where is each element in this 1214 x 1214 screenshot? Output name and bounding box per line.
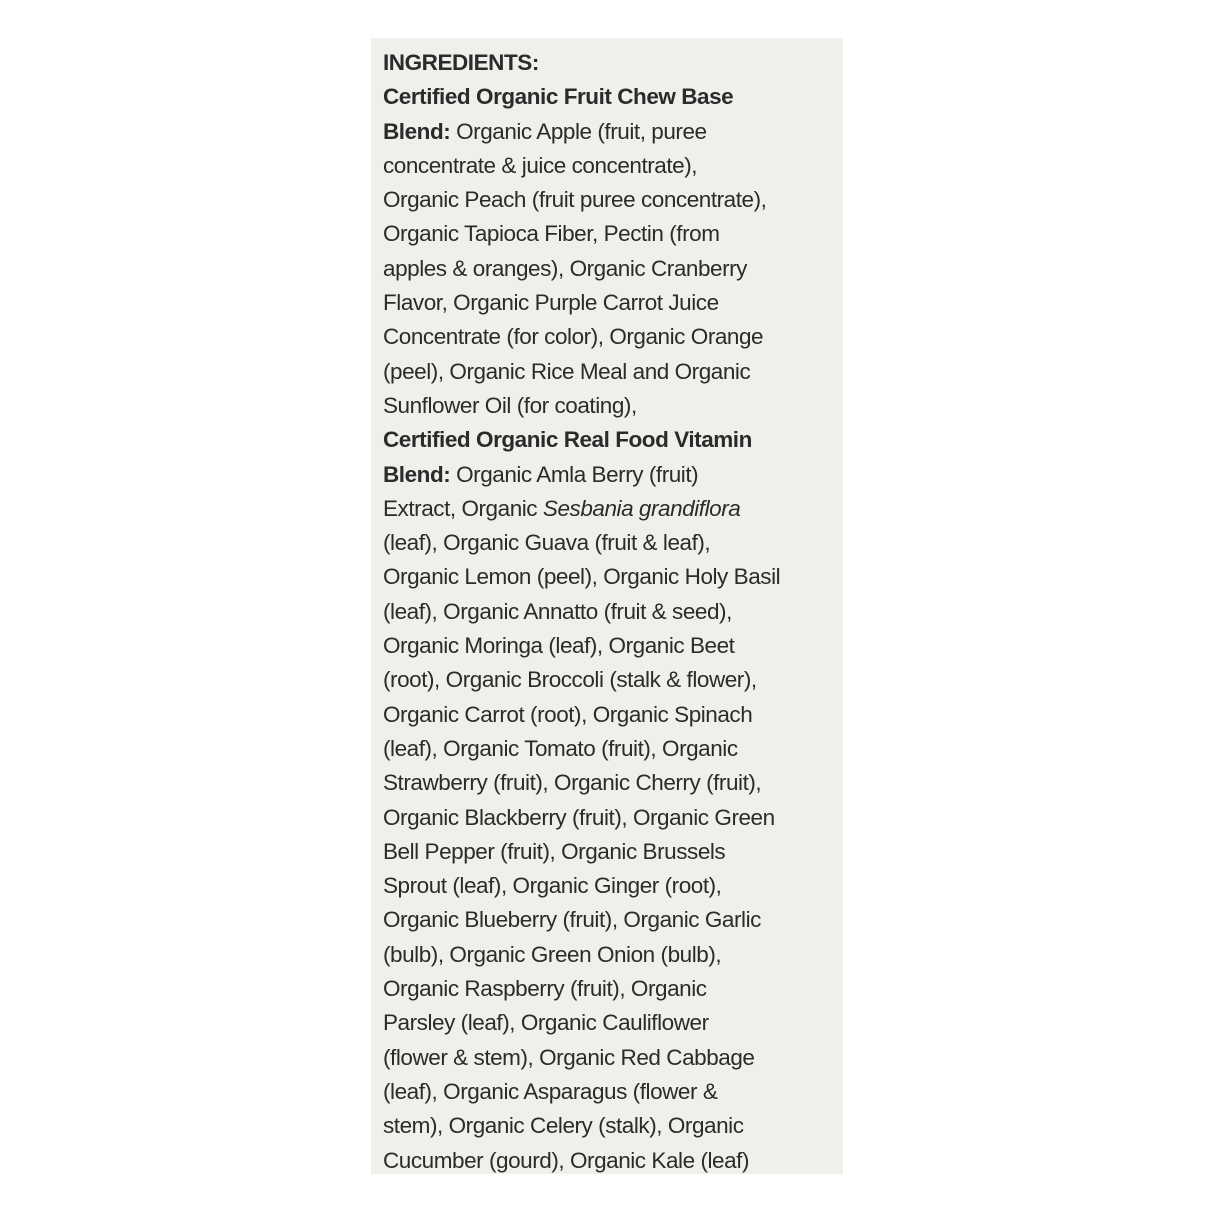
ingredients-text: Extract, Organic bbox=[383, 495, 543, 521]
ingredients-line: Bell Pepper (fruit), Organic Brussels bbox=[383, 838, 726, 864]
ingredients-line: Concentrate (for color), Organic Orange bbox=[383, 324, 764, 350]
ingredients-line: (leaf), Organic Asparagus (flower & bbox=[383, 1078, 718, 1104]
blend-label: Blend: bbox=[383, 461, 451, 487]
ingredients-line: (root), Organic Broccoli (stalk & flower), bbox=[383, 667, 757, 693]
ingredients-text: Organic Apple (fruit, puree bbox=[450, 118, 707, 144]
ingredients-line: Organic Blackberry (fruit), Organic Green bbox=[383, 804, 775, 830]
ingredients-line: (bulb), Organic Green Onion (bulb), bbox=[383, 941, 722, 967]
ingredients-line: Cucumber (gourd), Organic Kale (leaf) bbox=[383, 1147, 750, 1173]
ingredients-line: Sunflower Oil (for coating), bbox=[383, 392, 637, 418]
botanical-name: Sesbania grandiflora bbox=[542, 495, 741, 521]
ingredients-line: concentrate & juice concentrate), bbox=[383, 152, 698, 178]
ingredients-line: (leaf), Organic Tomato (fruit), Organic bbox=[383, 735, 738, 761]
ingredients-line: Organic Tapioca Fiber, Pectin (from bbox=[383, 221, 720, 247]
ingredients-line: (leaf), Organic Guava (fruit & leaf), bbox=[383, 530, 711, 556]
ingredients-line: Sprout (leaf), Organic Ginger (root), bbox=[383, 873, 722, 899]
ingredients-line: Organic Carrot (root), Organic Spinach bbox=[383, 701, 753, 727]
ingredients-panel bbox=[371, 38, 843, 1174]
ingredients-line: Strawberry (fruit), Organic Cherry (fruit), bbox=[383, 770, 762, 796]
ingredients-line: (leaf), Organic Annatto (fruit & seed), bbox=[383, 598, 732, 624]
ingredients-line: Certified Organic Fruit Chew Base bbox=[383, 84, 734, 110]
ingredients-line: (flower & stem), Organic Red Cabbage bbox=[383, 1044, 755, 1070]
ingredients-heading: INGREDIENTS: bbox=[383, 50, 539, 75]
ingredients-line: Organic Moringa (leaf), Organic Beet bbox=[383, 633, 735, 659]
blend-label: Blend: bbox=[383, 118, 451, 144]
ingredients-line: stem), Organic Celery (stalk), Organic bbox=[383, 1113, 744, 1139]
ingredients-line bbox=[383, 458, 843, 492]
ingredients-line: (peel), Organic Rice Meal and Organic bbox=[383, 358, 751, 384]
ingredients-line: Organic Raspberry (fruit), Organic bbox=[383, 976, 707, 1002]
ingredients-line: Certified Organic Real Food Vitamin bbox=[383, 427, 752, 453]
ingredients-line: Organic Lemon (peel), Organic Holy Basil bbox=[383, 564, 781, 590]
ingredients-line bbox=[383, 115, 843, 149]
ingredients-line bbox=[383, 492, 843, 526]
ingredients-line: apples & oranges), Organic Cranberry bbox=[383, 255, 747, 281]
ingredients-line: Parsley (leaf), Organic Cauliflower bbox=[383, 1010, 709, 1036]
ingredients-line: Organic Peach (fruit puree concentrate), bbox=[383, 187, 767, 213]
ingredients-line: Organic Blueberry (fruit), Organic Garlic bbox=[383, 907, 761, 933]
ingredients-text: Organic Amla Berry (fruit) bbox=[450, 461, 699, 487]
ingredients-line: Flavor, Organic Purple Carrot Juice bbox=[383, 290, 719, 316]
